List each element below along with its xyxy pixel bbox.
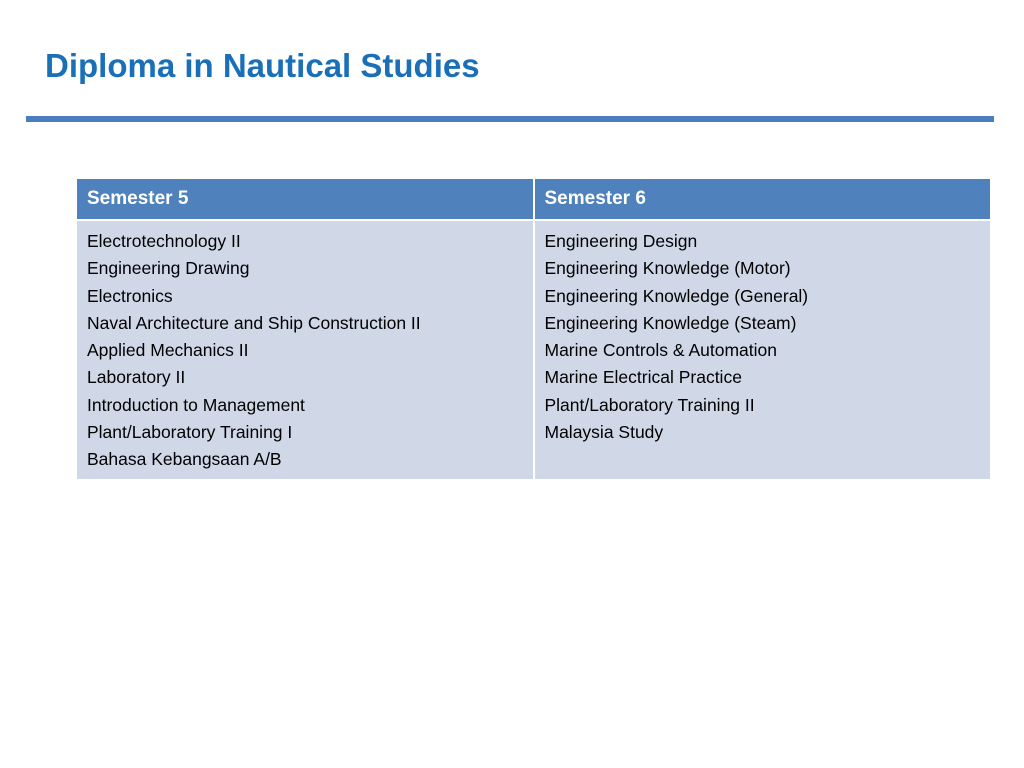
list-item: Marine Controls & Automation: [544, 340, 777, 361]
list-item: Applied Mechanics II: [87, 340, 249, 361]
list-item: Engineering Design: [544, 231, 698, 251]
semester-6-course-list: [545, 228, 981, 446]
semester-5-header: Semester 5: [77, 179, 534, 220]
list-item: Engineering Knowledge (Motor): [544, 258, 791, 279]
list-item: Introduction to Management: [87, 394, 305, 415]
semester-6-header: Semester 6: [534, 179, 991, 220]
list-item: Engineering Drawing: [87, 258, 250, 279]
list-item: Electrotechnology II: [87, 231, 241, 251]
list-item: Electronics: [87, 285, 173, 306]
list-item: Laboratory II: [87, 367, 186, 388]
page-title: Diploma in Nautical Studies: [45, 47, 480, 84]
semester-5-course-list: [87, 228, 523, 474]
list-item: Bahasa Kebangsaan A/B: [87, 449, 282, 470]
semester-6-courses: [534, 220, 991, 479]
list-item: Malaysia Study: [544, 422, 664, 443]
title-divider: [26, 116, 994, 122]
table-row: [77, 220, 990, 479]
list-item: Naval Architecture and Ship Construction II: [87, 312, 421, 333]
list-item: Engineering Knowledge (General): [544, 285, 809, 306]
semester-5-courses: [77, 220, 534, 479]
table-header-row: [77, 179, 990, 220]
course-table: [77, 179, 990, 479]
list-item: Plant/Laboratory Training II: [544, 394, 755, 415]
list-item: Plant/Laboratory Training I: [87, 422, 293, 443]
list-item: Marine Electrical Practice: [544, 367, 742, 388]
list-item: Engineering Knowledge (Steam): [544, 312, 797, 333]
